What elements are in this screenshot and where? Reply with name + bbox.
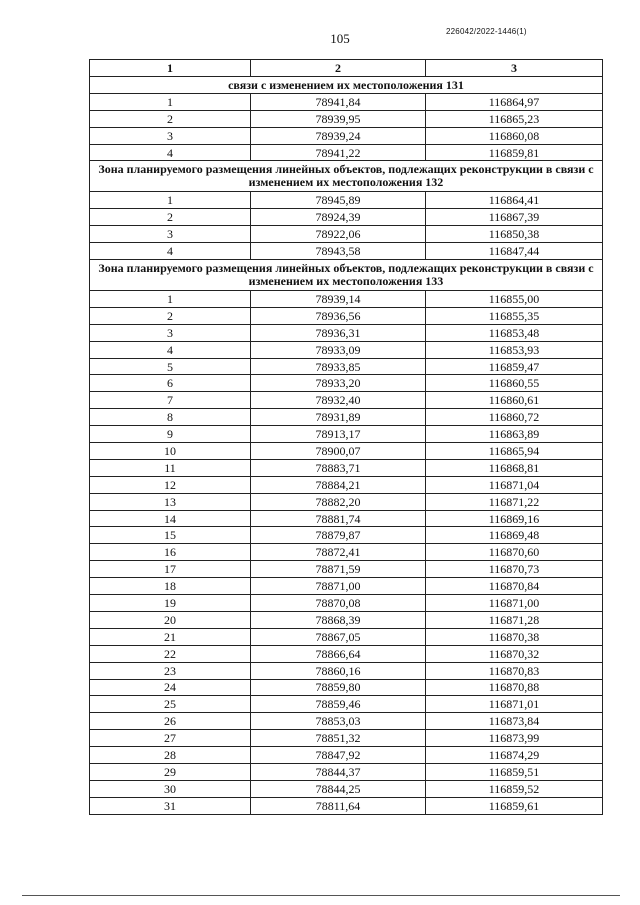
y-coordinate-cell: 116859,61 — [426, 797, 603, 814]
x-coordinate-cell: 78936,56 — [251, 307, 426, 324]
section-title-row — [90, 77, 603, 94]
x-coordinate-cell: 78884,21 — [251, 476, 426, 493]
y-coordinate-cell: 116855,35 — [426, 307, 603, 324]
point-number-cell: 24 — [90, 679, 251, 696]
footer-divider — [22, 895, 620, 896]
x-coordinate-cell: 78847,92 — [251, 747, 426, 764]
x-coordinate-cell: 78868,39 — [251, 611, 426, 628]
y-coordinate-cell: 116865,23 — [426, 110, 603, 127]
point-number-cell: 23 — [90, 662, 251, 679]
point-number-cell: 8 — [90, 409, 251, 426]
x-coordinate-cell: 78936,31 — [251, 324, 426, 341]
section-title-row — [90, 161, 603, 192]
x-coordinate-cell: 78913,17 — [251, 426, 426, 443]
x-coordinate-cell: 78872,41 — [251, 544, 426, 561]
y-coordinate-cell: 116867,39 — [426, 209, 603, 226]
x-coordinate-cell: 78933,20 — [251, 375, 426, 392]
y-coordinate-cell: 116871,01 — [426, 696, 603, 713]
y-coordinate-cell: 116853,48 — [426, 324, 603, 341]
point-number-cell: 6 — [90, 375, 251, 392]
y-coordinate-cell: 116870,84 — [426, 578, 603, 595]
x-coordinate-cell: 78882,20 — [251, 493, 426, 510]
table-row — [90, 209, 603, 226]
table-row — [90, 409, 603, 426]
table-row — [90, 375, 603, 392]
point-number-cell: 27 — [90, 730, 251, 747]
section-title-row — [90, 260, 603, 291]
table-row — [90, 226, 603, 243]
x-coordinate-cell: 78883,71 — [251, 459, 426, 476]
point-number-cell: 3 — [90, 226, 251, 243]
x-coordinate-cell: 78860,16 — [251, 662, 426, 679]
table-row — [90, 358, 603, 375]
table-row — [90, 93, 603, 110]
table-row — [90, 493, 603, 510]
point-number-cell: 2 — [90, 110, 251, 127]
x-coordinate-cell: 78922,06 — [251, 226, 426, 243]
y-coordinate-cell: 116870,88 — [426, 679, 603, 696]
point-number-cell: 15 — [90, 527, 251, 544]
y-coordinate-cell: 116870,32 — [426, 645, 603, 662]
table-row — [90, 426, 603, 443]
y-coordinate-cell: 116864,97 — [426, 93, 603, 110]
point-number-cell: 20 — [90, 611, 251, 628]
point-number-cell: 10 — [90, 443, 251, 460]
point-number-cell: 25 — [90, 696, 251, 713]
table-row — [90, 611, 603, 628]
x-coordinate-cell: 78853,03 — [251, 713, 426, 730]
table-row — [90, 713, 603, 730]
point-number-cell: 14 — [90, 510, 251, 527]
column-header-number: 1 — [90, 60, 251, 77]
point-number-cell: 13 — [90, 493, 251, 510]
point-number-cell: 1 — [90, 93, 251, 110]
table-row — [90, 127, 603, 144]
point-number-cell: 4 — [90, 243, 251, 260]
y-coordinate-cell: 116873,99 — [426, 730, 603, 747]
table-row — [90, 561, 603, 578]
table-row — [90, 243, 603, 260]
table-row — [90, 192, 603, 209]
table-row — [90, 510, 603, 527]
point-number-cell: 1 — [90, 192, 251, 209]
x-coordinate-cell: 78871,00 — [251, 578, 426, 595]
x-coordinate-cell: 78851,32 — [251, 730, 426, 747]
point-number-cell: 31 — [90, 797, 251, 814]
table-row — [90, 291, 603, 308]
y-coordinate-cell: 116859,81 — [426, 144, 603, 161]
x-coordinate-cell: 78924,39 — [251, 209, 426, 226]
y-coordinate-cell: 116871,04 — [426, 476, 603, 493]
y-coordinate-cell: 116870,83 — [426, 662, 603, 679]
table-row — [90, 797, 603, 814]
page-number: 105 — [330, 31, 350, 46]
table-row — [90, 324, 603, 341]
y-coordinate-cell: 116870,38 — [426, 628, 603, 645]
x-coordinate-cell: 78932,40 — [251, 392, 426, 409]
table-row — [90, 628, 603, 645]
y-coordinate-cell: 116870,73 — [426, 561, 603, 578]
table-row — [90, 476, 603, 493]
y-coordinate-cell: 116860,08 — [426, 127, 603, 144]
y-coordinate-cell: 116874,29 — [426, 747, 603, 764]
table-row — [90, 307, 603, 324]
table-row — [90, 392, 603, 409]
table-row — [90, 662, 603, 679]
y-coordinate-cell: 116871,28 — [426, 611, 603, 628]
table-row — [90, 544, 603, 561]
point-number-cell: 26 — [90, 713, 251, 730]
point-number-cell: 4 — [90, 341, 251, 358]
x-coordinate-cell: 78941,22 — [251, 144, 426, 161]
point-number-cell: 18 — [90, 578, 251, 595]
x-coordinate-cell: 78939,95 — [251, 110, 426, 127]
y-coordinate-cell: 116869,16 — [426, 510, 603, 527]
table-row — [90, 144, 603, 161]
x-coordinate-cell: 78859,80 — [251, 679, 426, 696]
point-number-cell: 11 — [90, 459, 251, 476]
table-row — [90, 110, 603, 127]
x-coordinate-cell: 78844,37 — [251, 763, 426, 780]
x-coordinate-cell: 78879,87 — [251, 527, 426, 544]
column-header-y: 3 — [426, 60, 603, 77]
y-coordinate-cell: 116855,00 — [426, 291, 603, 308]
y-coordinate-cell: 116860,61 — [426, 392, 603, 409]
table-row — [90, 730, 603, 747]
table-row — [90, 443, 603, 460]
x-coordinate-cell: 78941,84 — [251, 93, 426, 110]
section-title: Зона планируемого размещения линейных объектов, подлежащих реконструкции в связи с изменением их местоположения 133 — [90, 260, 603, 291]
table-header-row — [90, 60, 603, 77]
y-coordinate-cell: 116869,48 — [426, 527, 603, 544]
x-coordinate-cell: 78939,24 — [251, 127, 426, 144]
point-number-cell: 28 — [90, 747, 251, 764]
y-coordinate-cell: 116868,81 — [426, 459, 603, 476]
x-coordinate-cell: 78931,89 — [251, 409, 426, 426]
point-number-cell: 3 — [90, 127, 251, 144]
table-row — [90, 763, 603, 780]
point-number-cell: 16 — [90, 544, 251, 561]
x-coordinate-cell: 78933,85 — [251, 358, 426, 375]
point-number-cell: 5 — [90, 358, 251, 375]
point-number-cell: 19 — [90, 595, 251, 612]
point-number-cell: 2 — [90, 209, 251, 226]
document-id: 226042/2022-1446(1) — [446, 27, 527, 36]
x-coordinate-cell: 78844,25 — [251, 780, 426, 797]
x-coordinate-cell: 78871,59 — [251, 561, 426, 578]
section-title: связи с изменением их местоположения 131 — [90, 77, 603, 94]
y-coordinate-cell: 116859,47 — [426, 358, 603, 375]
point-number-cell: 29 — [90, 763, 251, 780]
table-row — [90, 341, 603, 358]
point-number-cell: 30 — [90, 780, 251, 797]
y-coordinate-cell: 116853,93 — [426, 341, 603, 358]
x-coordinate-cell: 78867,05 — [251, 628, 426, 645]
y-coordinate-cell: 116873,84 — [426, 713, 603, 730]
y-coordinate-cell: 116859,51 — [426, 763, 603, 780]
x-coordinate-cell: 78859,46 — [251, 696, 426, 713]
table-row — [90, 527, 603, 544]
coordinates-table — [89, 59, 603, 815]
x-coordinate-cell: 78900,07 — [251, 443, 426, 460]
table-row — [90, 780, 603, 797]
point-number-cell: 2 — [90, 307, 251, 324]
y-coordinate-cell: 116859,52 — [426, 780, 603, 797]
table-row — [90, 679, 603, 696]
y-coordinate-cell: 116860,55 — [426, 375, 603, 392]
y-coordinate-cell: 116871,00 — [426, 595, 603, 612]
y-coordinate-cell: 116847,44 — [426, 243, 603, 260]
y-coordinate-cell: 116865,94 — [426, 443, 603, 460]
x-coordinate-cell: 78881,74 — [251, 510, 426, 527]
point-number-cell: 3 — [90, 324, 251, 341]
table-row — [90, 645, 603, 662]
y-coordinate-cell: 116864,41 — [426, 192, 603, 209]
point-number-cell: 22 — [90, 645, 251, 662]
x-coordinate-cell: 78943,58 — [251, 243, 426, 260]
point-number-cell: 12 — [90, 476, 251, 493]
point-number-cell: 17 — [90, 561, 251, 578]
y-coordinate-cell: 116871,22 — [426, 493, 603, 510]
y-coordinate-cell: 116863,89 — [426, 426, 603, 443]
point-number-cell: 1 — [90, 291, 251, 308]
table-row — [90, 459, 603, 476]
x-coordinate-cell: 78866,64 — [251, 645, 426, 662]
x-coordinate-cell: 78933,09 — [251, 341, 426, 358]
point-number-cell: 21 — [90, 628, 251, 645]
column-header-x: 2 — [251, 60, 426, 77]
x-coordinate-cell: 78811,64 — [251, 797, 426, 814]
x-coordinate-cell: 78870,08 — [251, 595, 426, 612]
x-coordinate-cell: 78939,14 — [251, 291, 426, 308]
table-row — [90, 696, 603, 713]
section-title: Зона планируемого размещения линейных объектов, подлежащих реконструкции в связи с изменением их местоположения 132 — [90, 161, 603, 192]
x-coordinate-cell: 78945,89 — [251, 192, 426, 209]
point-number-cell: 7 — [90, 392, 251, 409]
point-number-cell: 4 — [90, 144, 251, 161]
y-coordinate-cell: 116850,38 — [426, 226, 603, 243]
point-number-cell: 9 — [90, 426, 251, 443]
table-row — [90, 747, 603, 764]
table-row — [90, 578, 603, 595]
y-coordinate-cell: 116870,60 — [426, 544, 603, 561]
table-row — [90, 595, 603, 612]
y-coordinate-cell: 116860,72 — [426, 409, 603, 426]
